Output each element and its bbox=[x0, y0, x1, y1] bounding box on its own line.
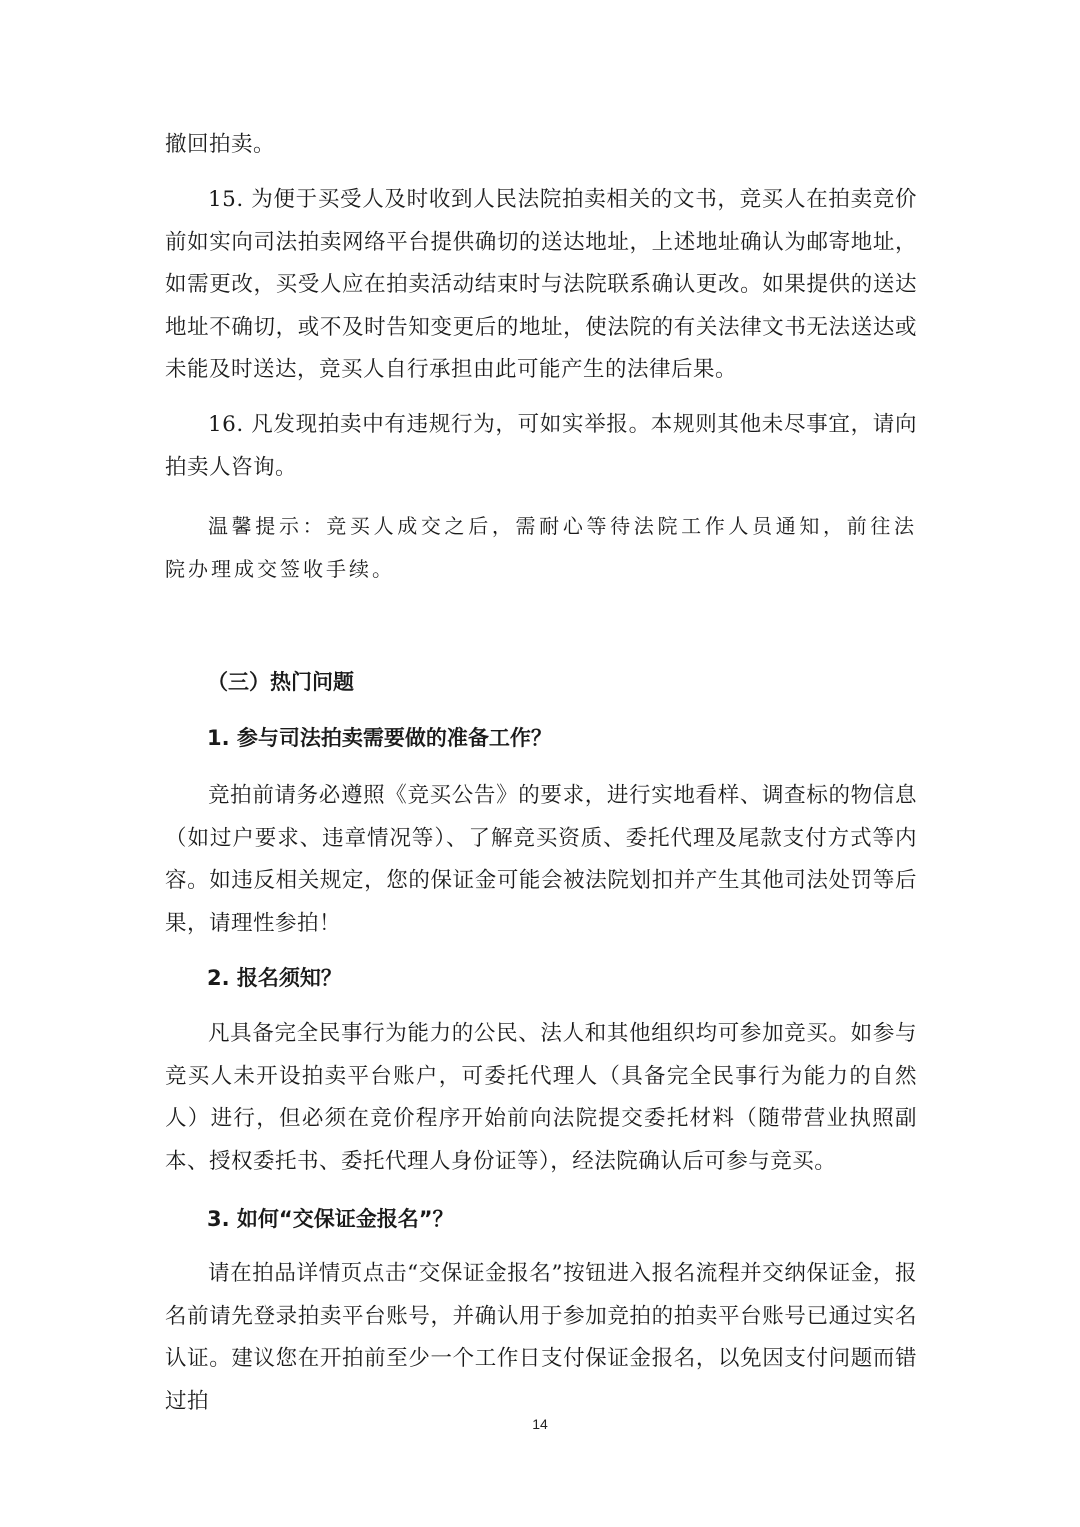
warm-tip: 温馨提示：竞买人成交之后，需耐心等待法院工作人员通知，前往法院办理成交签收手续。 bbox=[165, 514, 917, 581]
paragraph-16: 16. 凡发现拍卖中有违规行为，可如实举报。本规则其他未尽事宜，请向拍卖人咨询。 bbox=[165, 412, 917, 480]
paragraph-15: 15. 为便于买受人及时收到人民法院拍卖相关的文书，竞买人在拍卖竞价前如实向司法拍卖网络平台提供确切的送达地址，上述地址确认为邮寄地址，如需更改，买受人应在拍卖活动结束时与法院联系确认更改。如果提供的送达地址不确切，或不及时告知变更后的地址，使法院的有关法律文书无法送达或未能及时送达，竞买人自行承担由此可能产生的法律后果。 bbox=[165, 187, 917, 382]
paragraph-continued: 撤回拍卖。 bbox=[165, 132, 276, 157]
question-1-title: 1. 参与司法拍卖需要做的准备工作？ bbox=[207, 726, 552, 750]
question-1-body: 竞拍前请务必遵照《竞买公告》的要求，进行实地看样、调查标的物信息（如过户要求、违章情况等）、了解竞买资质、委托代理及尾款支付方式等内容。如违反相关规定，您的保证金可能会被法院划扣并产生其他司法处罚等后果，请理性参拍！ bbox=[165, 783, 917, 936]
question-3-body: 请在拍品详情页点击“交保证金报名”按钮进入报名流程并交纳保证金，报名前请先登录拍卖平台账号，并确认用于参加竞拍的拍卖平台账号已通过实名认证。建议您在开拍前至少一个工作日支付保证金报名，以免因支付问题而错过拍 bbox=[165, 1261, 917, 1414]
question-3-title: 3. 如何“交保证金报名”？ bbox=[207, 1207, 454, 1231]
page-number: 14 bbox=[532, 1416, 548, 1432]
question-2-title: 2. 报名须知？ bbox=[207, 966, 342, 990]
question-2-body: 凡具备完全民事行为能力的公民、法人和其他组织均可参加竞买。如参与竞买人未开设拍卖平台账户，可委托代理人（具备完全民事行为能力的自然人）进行，但必须在竞价程序开始前向法院提交委托材料（随带营业执照副本、授权委托书、委托代理人身份证等），经法院确认后可参与竞买。 bbox=[165, 1021, 917, 1174]
section-title: （三）热门问题 bbox=[207, 670, 354, 694]
